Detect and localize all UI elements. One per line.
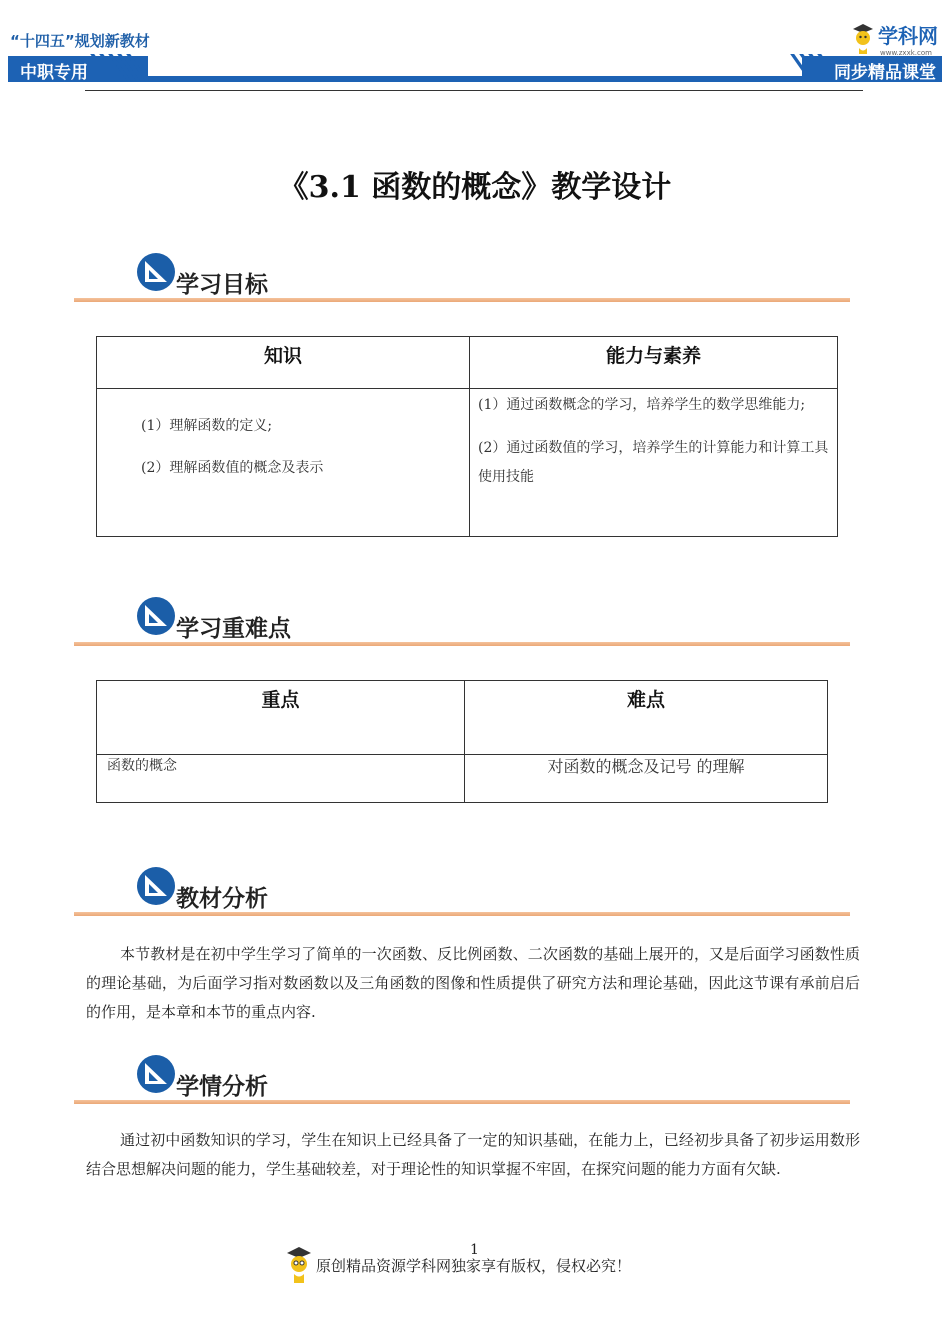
header-slogan: “十四五”规划新教材 (10, 32, 150, 50)
goals-knowledge-cell (97, 389, 470, 537)
header-left-tag: 中职专用 (20, 63, 88, 83)
goals-col-ability: 能力与素养 (470, 337, 838, 389)
goals-col-knowledge: 知识 (97, 337, 470, 389)
set-square-icon (136, 596, 176, 636)
header-banner (0, 0, 950, 95)
keypoints-difficult-cell: 对函数的概念及记号 的理解 (465, 755, 828, 803)
material-paragraph: 本节教材是在初中学生学习了简单的一次函数、反比例函数、二次函数的基础上展开的，又是后面学习函数性质的理论基础，为后面学习指对数函数以及三角函数的图像和性质提供了研究方法和理论基础，因此这节课有承前启后的作用，是本章和本节的重点内容. (86, 945, 860, 1021)
keypoints-col-key: 重点 (97, 681, 465, 755)
header-stripes-right (800, 54, 836, 82)
header-right-tag: 同步精品课堂 (834, 63, 936, 83)
section-students-header (74, 1054, 850, 1104)
section-goals-header (74, 252, 850, 302)
section-material-title: 教材分析 (176, 886, 268, 912)
logo (850, 20, 938, 57)
section-keypoints-header (74, 596, 850, 646)
keypoints-col-difficult: 难点 (465, 681, 828, 755)
logo-url: www.zxxk.com (880, 49, 932, 57)
mascot-icon (850, 23, 876, 55)
page-number: 1 (470, 1242, 479, 1258)
students-paragraph: 通过初中函数知识的学习，学生在知识上已经具备了一定的知识基础，在能力上，已经初步具备了初步运用数形结合思想解决问题的能力，学生基础较差，对于理论性的知识掌握不牢固，在探究问题的能力方面有欠缺. (86, 1131, 860, 1178)
goals-ability-cell (470, 389, 838, 537)
section-rule (74, 1100, 850, 1104)
section-students-title: 学情分析 (176, 1074, 268, 1100)
keypoints-key-cell: 函数的概念 (97, 755, 465, 803)
header-rule (85, 90, 863, 91)
section-rule (74, 642, 850, 646)
keypoints-table (96, 680, 828, 803)
logo-text: 学科网 (878, 24, 938, 48)
set-square-icon (136, 1054, 176, 1094)
section-rule (74, 912, 850, 916)
page-title: 《3.1 函数的概念》教学设计 (278, 170, 672, 205)
knowledge-item: (1）理解函数的定义; (141, 418, 273, 434)
footer-copyright: 原创精品资源学科网独家享有版权，侵权必究！ (316, 1256, 632, 1275)
mascot-icon (284, 1246, 314, 1284)
footer (284, 1246, 631, 1284)
section-rule (74, 298, 850, 302)
section-material-header (74, 866, 850, 916)
header-stripes-left (100, 54, 145, 82)
set-square-icon (136, 866, 176, 906)
section-keypoints-title: 学习重难点 (176, 616, 291, 642)
knowledge-item: (2）理解函数值的概念及表示 (141, 460, 324, 476)
ability-item: (2）通过函数值的学习，培养学生的计算能力和计算工具使用技能 (478, 440, 829, 485)
goals-table (96, 336, 838, 537)
section-goals-title: 学习目标 (176, 272, 268, 298)
ability-item: (1）通过函数概念的学习，培养学生的数学思维能力; (478, 397, 806, 413)
set-square-icon (136, 252, 176, 292)
